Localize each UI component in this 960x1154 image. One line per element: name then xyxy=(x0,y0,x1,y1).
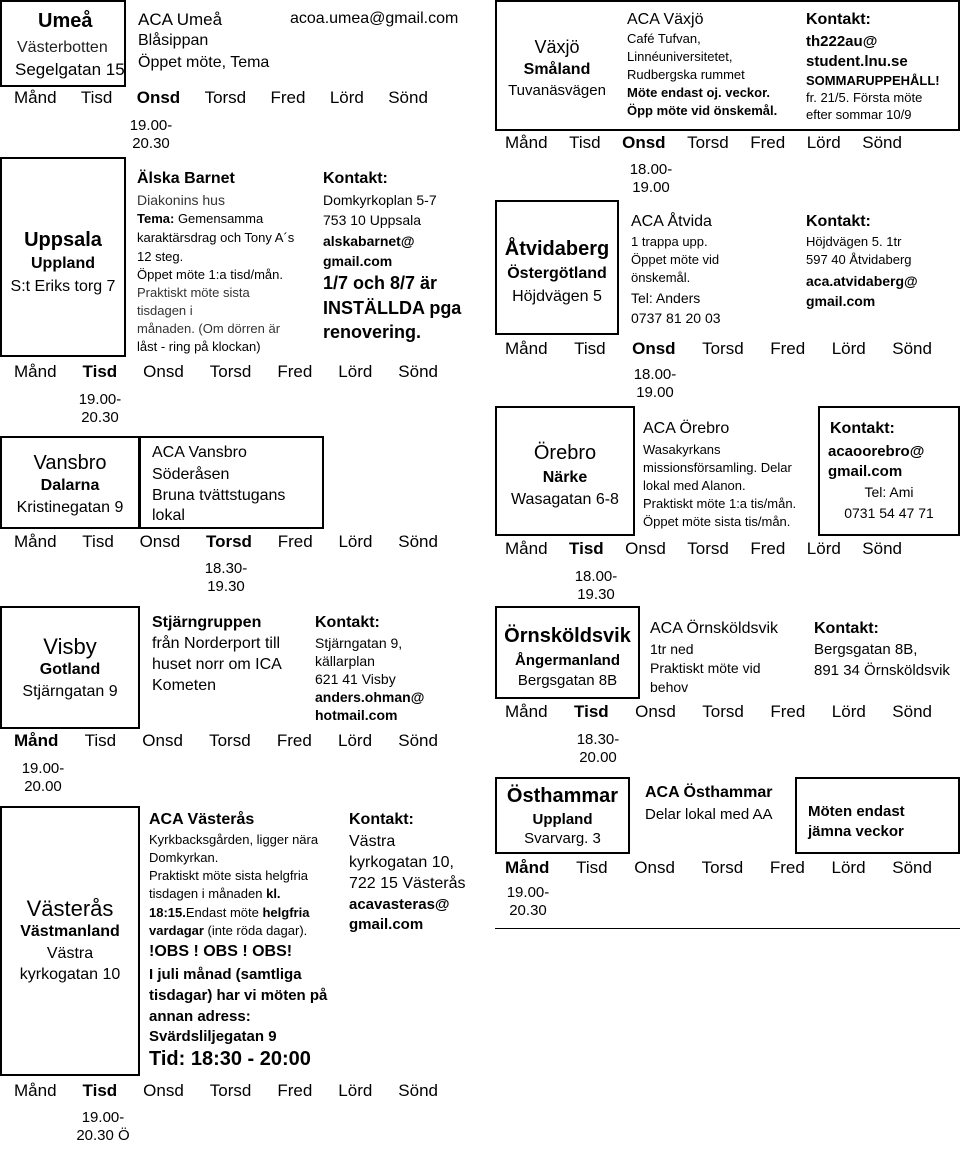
day-sat: Lörd xyxy=(338,1081,373,1100)
ornskoldsvik-city: Örnsköldsvik xyxy=(504,625,631,647)
vasteras-contact-3: 722 15 Västerås xyxy=(349,875,466,892)
vaxjo-city: Växjö xyxy=(534,37,580,57)
uppsala-info-8: låst - ring på klockan) xyxy=(137,339,261,354)
atvidaberg-group: ACA Åtvida xyxy=(631,213,712,230)
uppsala-info-7: månaden. (Om dörren är xyxy=(137,321,281,336)
vasteras-info-6: vardagar (inte röda dagar). xyxy=(149,923,308,938)
vasteras-email-2[interactable]: gmail.com xyxy=(349,916,424,933)
atvidaberg-contact-label: Kontakt: xyxy=(806,213,871,230)
visby-info-3: Kometen xyxy=(152,677,217,694)
uppsala-region: Uppland xyxy=(31,255,95,272)
day-fri: Fred xyxy=(770,702,806,721)
day-fri: Fred xyxy=(770,339,806,358)
visby-email-1[interactable]: anders.ohman@ xyxy=(315,689,425,705)
osthammar-time: 19.00- 20.30 xyxy=(506,884,550,919)
uppsala-email-2[interactable]: gmail.com xyxy=(323,253,393,269)
uppsala-group: Älska Barnet xyxy=(137,170,235,187)
uppsala-info-2: karaktärsdrag och Tony A´s xyxy=(137,230,295,245)
day-thu: Torsd xyxy=(701,858,744,877)
day-mon: Månd xyxy=(14,88,57,107)
umea-info: Öppet möte, Tema xyxy=(138,54,270,71)
orebro-info-3: lokal med Alanon. xyxy=(643,478,746,493)
day-tue: Tisd xyxy=(569,539,604,558)
visby-contact-2: källarplan xyxy=(315,653,375,669)
day-tue: Tisd xyxy=(82,532,114,551)
vasteras-july-2: tisdagar) har vi möten på xyxy=(149,987,328,1004)
umea-region: Västerbotten xyxy=(17,39,108,56)
uppsala-notice-2: INSTÄLLDA pga xyxy=(323,298,462,318)
vaxjo-region: Småland xyxy=(523,61,591,78)
day-thu: Torsd xyxy=(702,702,744,721)
vaxjo-address: Tuvanäsvägen xyxy=(508,82,606,99)
osthammar-note-1: Möten endast xyxy=(808,803,905,820)
atvidaberg-city: Åtvidaberg xyxy=(504,238,610,260)
day-wed: Onsd xyxy=(139,532,181,551)
day-thu: Torsd xyxy=(205,532,252,551)
day-fri: Fred xyxy=(750,539,786,558)
day-sun: Sönd xyxy=(892,339,932,358)
day-fri: Fred xyxy=(769,858,805,877)
day-mon: Månd xyxy=(14,1081,57,1100)
vaxjo-email-2[interactable]: student.lnu.se xyxy=(806,53,908,70)
visby-info-1: från Norderport till xyxy=(152,635,281,652)
atvidaberg-tel: Tel: Anders xyxy=(631,290,701,306)
day-sat: Lörd xyxy=(338,731,373,750)
vasteras-july-3: annan adress: xyxy=(149,1008,251,1025)
vasteras-july-4: Svärdsliljegatan 9 xyxy=(149,1028,277,1045)
day-tue: Tisd xyxy=(574,702,609,721)
ornskoldsvik-info-3: behov xyxy=(650,679,689,695)
day-fri: Fred xyxy=(277,362,313,381)
day-thu: Torsd xyxy=(687,539,729,558)
uppsala-contact-label: Kontakt: xyxy=(323,170,388,187)
day-mon: Månd xyxy=(505,858,550,877)
umea-venue: Blåsippan xyxy=(138,32,209,49)
ornskoldsvik-weekdays xyxy=(505,702,932,722)
day-sat: Lörd xyxy=(338,362,373,381)
day-wed: Onsd xyxy=(625,539,666,558)
vaxjo-bold-2: Öpp möte vid önskemål. xyxy=(627,103,778,118)
day-wed: Onsd xyxy=(136,88,181,107)
vasteras-july-time: Tid: 18:30 - 20:00 xyxy=(149,1048,311,1070)
day-tue: Tisd xyxy=(82,362,118,381)
day-sun: Sönd xyxy=(862,133,902,152)
day-thu: Torsd xyxy=(204,88,247,107)
uppsala-info-6: tisdagen i xyxy=(137,303,193,318)
ornskoldsvik-contact-2: 891 34 Örnsköldsvik xyxy=(814,662,950,679)
osthammar-city: Östhammar xyxy=(506,785,619,807)
vasteras-contact-2: kyrkogatan 10, xyxy=(349,854,454,871)
day-tue: Tisd xyxy=(84,731,117,750)
uppsala-info-3: 12 steg. xyxy=(137,249,184,264)
orebro-city: Örebro xyxy=(533,442,597,464)
day-wed: Onsd xyxy=(143,362,184,381)
ornskoldsvik-info-1: 1tr ned xyxy=(650,641,694,657)
ornskoldsvik-time: 18.30- 20.00 xyxy=(576,731,620,766)
day-sun: Sönd xyxy=(862,539,902,558)
umea-city: Umeå xyxy=(38,10,93,32)
uppsala-info-4: Öppet möte 1:a tisd/mån. xyxy=(137,267,283,282)
orebro-contact-label: Kontakt: xyxy=(830,420,895,437)
day-fri: Fred xyxy=(270,88,306,107)
vansbro-region: Dalarna xyxy=(40,477,100,494)
vasteras-july-1: I juli månad (samtliga xyxy=(149,966,302,983)
day-thu: Torsd xyxy=(209,1081,252,1100)
day-sat: Lörd xyxy=(831,858,866,877)
day-tue: Tisd xyxy=(80,88,113,107)
day-sat: Lörd xyxy=(338,532,373,551)
osthammar-region: Uppland xyxy=(532,811,593,828)
day-thu: Torsd xyxy=(209,731,251,750)
uppsala-city: Uppsala xyxy=(24,229,102,251)
vasteras-info-2: Domkyrkan. xyxy=(149,850,219,865)
day-sun: Sönd xyxy=(388,88,428,107)
umea-address: Segelgatan 15 xyxy=(15,60,125,79)
atvidaberg-info-3: önskemål. xyxy=(631,270,691,285)
umea-contact: acoa.umea@gmail.com xyxy=(290,10,459,27)
vansbro-city: Vansbro xyxy=(33,452,107,474)
orebro-phone: 0731 54 47 71 xyxy=(844,505,934,521)
visby-time: 19.00- 20.00 xyxy=(21,760,65,795)
osthammar-note-2: jämna veckor xyxy=(808,823,904,840)
vansbro-info-2: lokal xyxy=(152,507,185,524)
atvidaberg-address: Höjdvägen 5 xyxy=(512,288,602,305)
atvidaberg-contact-2: 597 40 Åtvidaberg xyxy=(806,252,912,267)
day-sat: Lörd xyxy=(329,88,364,107)
vasteras-info-4: tisdagen i månaden kl. xyxy=(149,886,281,901)
osthammar-weekdays xyxy=(505,858,932,878)
visby-city: Visby xyxy=(43,634,97,659)
orebro-tel: Tel: Ami xyxy=(864,484,914,500)
vasteras-obs: !OBS ! OBS ! OBS! xyxy=(149,943,293,960)
vasteras-contact-1: Västra xyxy=(349,833,396,850)
atvidaberg-weekdays xyxy=(505,339,932,359)
ornskoldsvik-group: ACA Örnsköldsvik xyxy=(650,620,779,637)
day-sat: Lörd xyxy=(806,539,841,558)
day-mon: Månd xyxy=(14,532,57,551)
orebro-info-1: Wasakyrkans xyxy=(643,442,721,457)
day-fri: Fred xyxy=(277,1081,313,1100)
vaxjo-contact-label: Kontakt: xyxy=(806,11,871,28)
vaxjo-bold-1: Möte endast oj. veckor. xyxy=(627,85,771,100)
orebro-info-2: missionsförsamling. Delar xyxy=(643,460,792,475)
day-wed: Onsd xyxy=(622,133,666,152)
uppsala-notice-3: renovering. xyxy=(323,322,422,342)
osthammar-address: Svarvarg. 3 xyxy=(524,830,601,847)
vaxjo-summer: SOMMARUPPEHÅLL! xyxy=(806,73,940,88)
ornskoldsvik-address: Bergsgatan 8B xyxy=(517,672,618,689)
day-sat: Lörd xyxy=(831,339,866,358)
vaxjo-info-3: Rudbergska rummet xyxy=(627,67,745,82)
atvidaberg-contact-1: Höjdvägen 5. 1tr xyxy=(806,234,902,249)
vasteras-time: 19.00- 20.30 Ö xyxy=(76,1109,130,1144)
orebro-info-5: Öppet möte sista tis/mån. xyxy=(643,514,791,529)
osthammar-footer-line xyxy=(495,928,960,929)
atvidaberg-time: 18.00- 19.00 xyxy=(633,366,677,401)
orebro-email-2[interactable]: gmail.com xyxy=(828,463,903,480)
uppsala-address: S:t Eriks torg 7 xyxy=(10,278,116,295)
day-tue: Tisd xyxy=(576,858,608,877)
uppsala-notice-1: 1/7 och 8/7 är xyxy=(323,273,438,293)
day-fri: Fred xyxy=(277,532,313,551)
visby-contact-1: Stjärngatan 9, xyxy=(315,635,403,651)
uppsala-weekdays xyxy=(14,362,438,382)
atvidaberg-region: Östergötland xyxy=(507,265,607,282)
vasteras-contact-label: Kontakt: xyxy=(349,811,414,828)
orebro-email-1[interactable]: acaoorebro@ xyxy=(828,443,925,460)
vasteras-weekdays xyxy=(14,1081,438,1101)
orebro-address: Wasagatan 6-8 xyxy=(511,491,619,508)
atvidaberg-email-2[interactable]: gmail.com xyxy=(806,293,876,309)
visby-email-2[interactable]: hotmail.com xyxy=(315,707,398,723)
day-wed: Onsd xyxy=(635,702,676,721)
osthammar-info: Delar lokal med AA xyxy=(645,806,773,823)
orebro-weekdays xyxy=(505,539,902,559)
ornskoldsvik-info-2: Praktiskt möte vid xyxy=(650,660,761,676)
day-thu: Torsd xyxy=(687,133,729,152)
orebro-info-4: Praktiskt möte 1:a tis/mån. xyxy=(643,496,797,511)
day-sun: Sönd xyxy=(398,532,438,551)
day-mon: Månd xyxy=(505,539,548,558)
atvidaberg-info-2: Öppet möte vid xyxy=(631,252,720,267)
vansbro-venue: Söderåsen xyxy=(152,466,230,483)
visby-address: Stjärngatan 9 xyxy=(22,683,118,700)
vaxjo-weekdays xyxy=(505,133,902,153)
visby-info-2: huset norr om ICA xyxy=(152,656,282,673)
day-thu: Torsd xyxy=(209,362,252,381)
vaxjo-summer-1: fr. 21/5. Första möte xyxy=(806,90,923,105)
orebro-group: ACA Örebro xyxy=(643,420,730,437)
vasteras-group: ACA Västerås xyxy=(149,811,255,828)
vansbro-time: 18.30- 19.30 xyxy=(204,560,248,595)
day-sun: Sönd xyxy=(398,362,438,381)
vansbro-group: ACA Vansbro xyxy=(152,444,247,461)
day-mon: Månd xyxy=(505,339,548,358)
vaxjo-time: 18.00- 19.00 xyxy=(629,161,673,196)
visby-group: Stjärngruppen xyxy=(152,614,262,631)
ornskoldsvik-contact-label: Kontakt: xyxy=(814,620,879,637)
uppsala-time: 19.00- 20.30 xyxy=(78,391,122,426)
atvidaberg-phone: 0737 81 20 03 xyxy=(631,310,721,326)
atvidaberg-info-1: 1 trappa upp. xyxy=(631,234,708,249)
uppsala-contact-address: Domkyrkoplan 5-7 xyxy=(323,192,437,208)
day-sun: Sönd xyxy=(398,1081,438,1100)
day-sat: Lörd xyxy=(831,702,866,721)
day-mon: Månd xyxy=(14,731,59,750)
vansbro-info-1: Bruna tvättstugans xyxy=(152,487,286,504)
day-wed: Onsd xyxy=(143,1081,184,1100)
ornskoldsvik-contact-1: Bergsgatan 8B, xyxy=(814,641,918,658)
day-tue: Tisd xyxy=(82,1081,118,1100)
day-sat: Lörd xyxy=(806,133,841,152)
vansbro-address: Kristinegatan 9 xyxy=(16,499,124,516)
uppsala-contact-zip: 753 10 Uppsala xyxy=(323,212,422,228)
vasteras-city: Västerås xyxy=(26,896,114,921)
day-wed: Onsd xyxy=(142,731,183,750)
day-mon: Månd xyxy=(14,362,57,381)
vasteras-address-2: kyrkogatan 10 xyxy=(19,966,121,983)
umea-group: ACA Umeå xyxy=(138,10,223,29)
atvidaberg-email-1[interactable]: aca.atvidaberg@ xyxy=(806,273,918,289)
orebro-region: Närke xyxy=(542,469,588,486)
vasteras-info-3: Praktiskt möte sista helgfria xyxy=(149,868,308,883)
vasteras-info-1: Kyrkbacksgården, ligger nära xyxy=(149,832,319,847)
uppsala-email-1[interactable]: alskabarnet@ xyxy=(323,233,415,249)
ornskoldsvik-region: Ångermanland xyxy=(514,652,620,669)
day-tue: Tisd xyxy=(574,339,606,358)
day-wed: Onsd xyxy=(632,339,676,358)
osthammar-group: ACA Östhammar xyxy=(645,784,773,801)
vasteras-email-1[interactable]: acavasteras@ xyxy=(349,896,450,913)
day-mon: Månd xyxy=(505,133,548,152)
vaxjo-info-2: Linnéuniversitetet, xyxy=(627,49,733,64)
visby-contact-label: Kontakt: xyxy=(315,614,380,631)
umea-weekdays xyxy=(14,88,428,108)
uppsala-info-1: Tema: Gemensamma xyxy=(137,211,264,226)
day-fri: Fred xyxy=(750,133,786,152)
vaxjo-info-1: Café Tufvan, xyxy=(627,31,701,46)
day-fri: Fred xyxy=(276,731,312,750)
visby-region: Gotland xyxy=(39,661,101,678)
day-sun: Sönd xyxy=(892,858,932,877)
day-mon: Månd xyxy=(505,702,548,721)
orebro-time: 18.00- 19.30 xyxy=(574,568,618,603)
vasteras-info-5: 18:15.Endast möte helgfria xyxy=(149,905,310,920)
vaxjo-email-1[interactable]: th222au@ xyxy=(806,33,878,50)
vaxjo-summer-2: efter sommar 10/9 xyxy=(806,107,912,122)
vansbro-weekdays xyxy=(14,532,438,552)
uppsala-venue: Diakonins hus xyxy=(137,192,225,208)
day-thu: Torsd xyxy=(702,339,744,358)
umea-time: 19.00- 20.30 xyxy=(129,117,173,152)
vasteras-address-1: Västra xyxy=(46,945,94,962)
day-sun: Sönd xyxy=(892,702,932,721)
day-sun: Sönd xyxy=(398,731,438,750)
vaxjo-group: ACA Växjö xyxy=(627,11,704,28)
vasteras-region: Västmanland xyxy=(20,923,120,940)
visby-contact-3: 621 41 Visby xyxy=(315,671,396,687)
day-tue: Tisd xyxy=(569,133,601,152)
uppsala-info-5: Praktiskt möte sista xyxy=(137,285,250,300)
visby-weekdays xyxy=(14,731,438,751)
day-wed: Onsd xyxy=(634,858,675,877)
